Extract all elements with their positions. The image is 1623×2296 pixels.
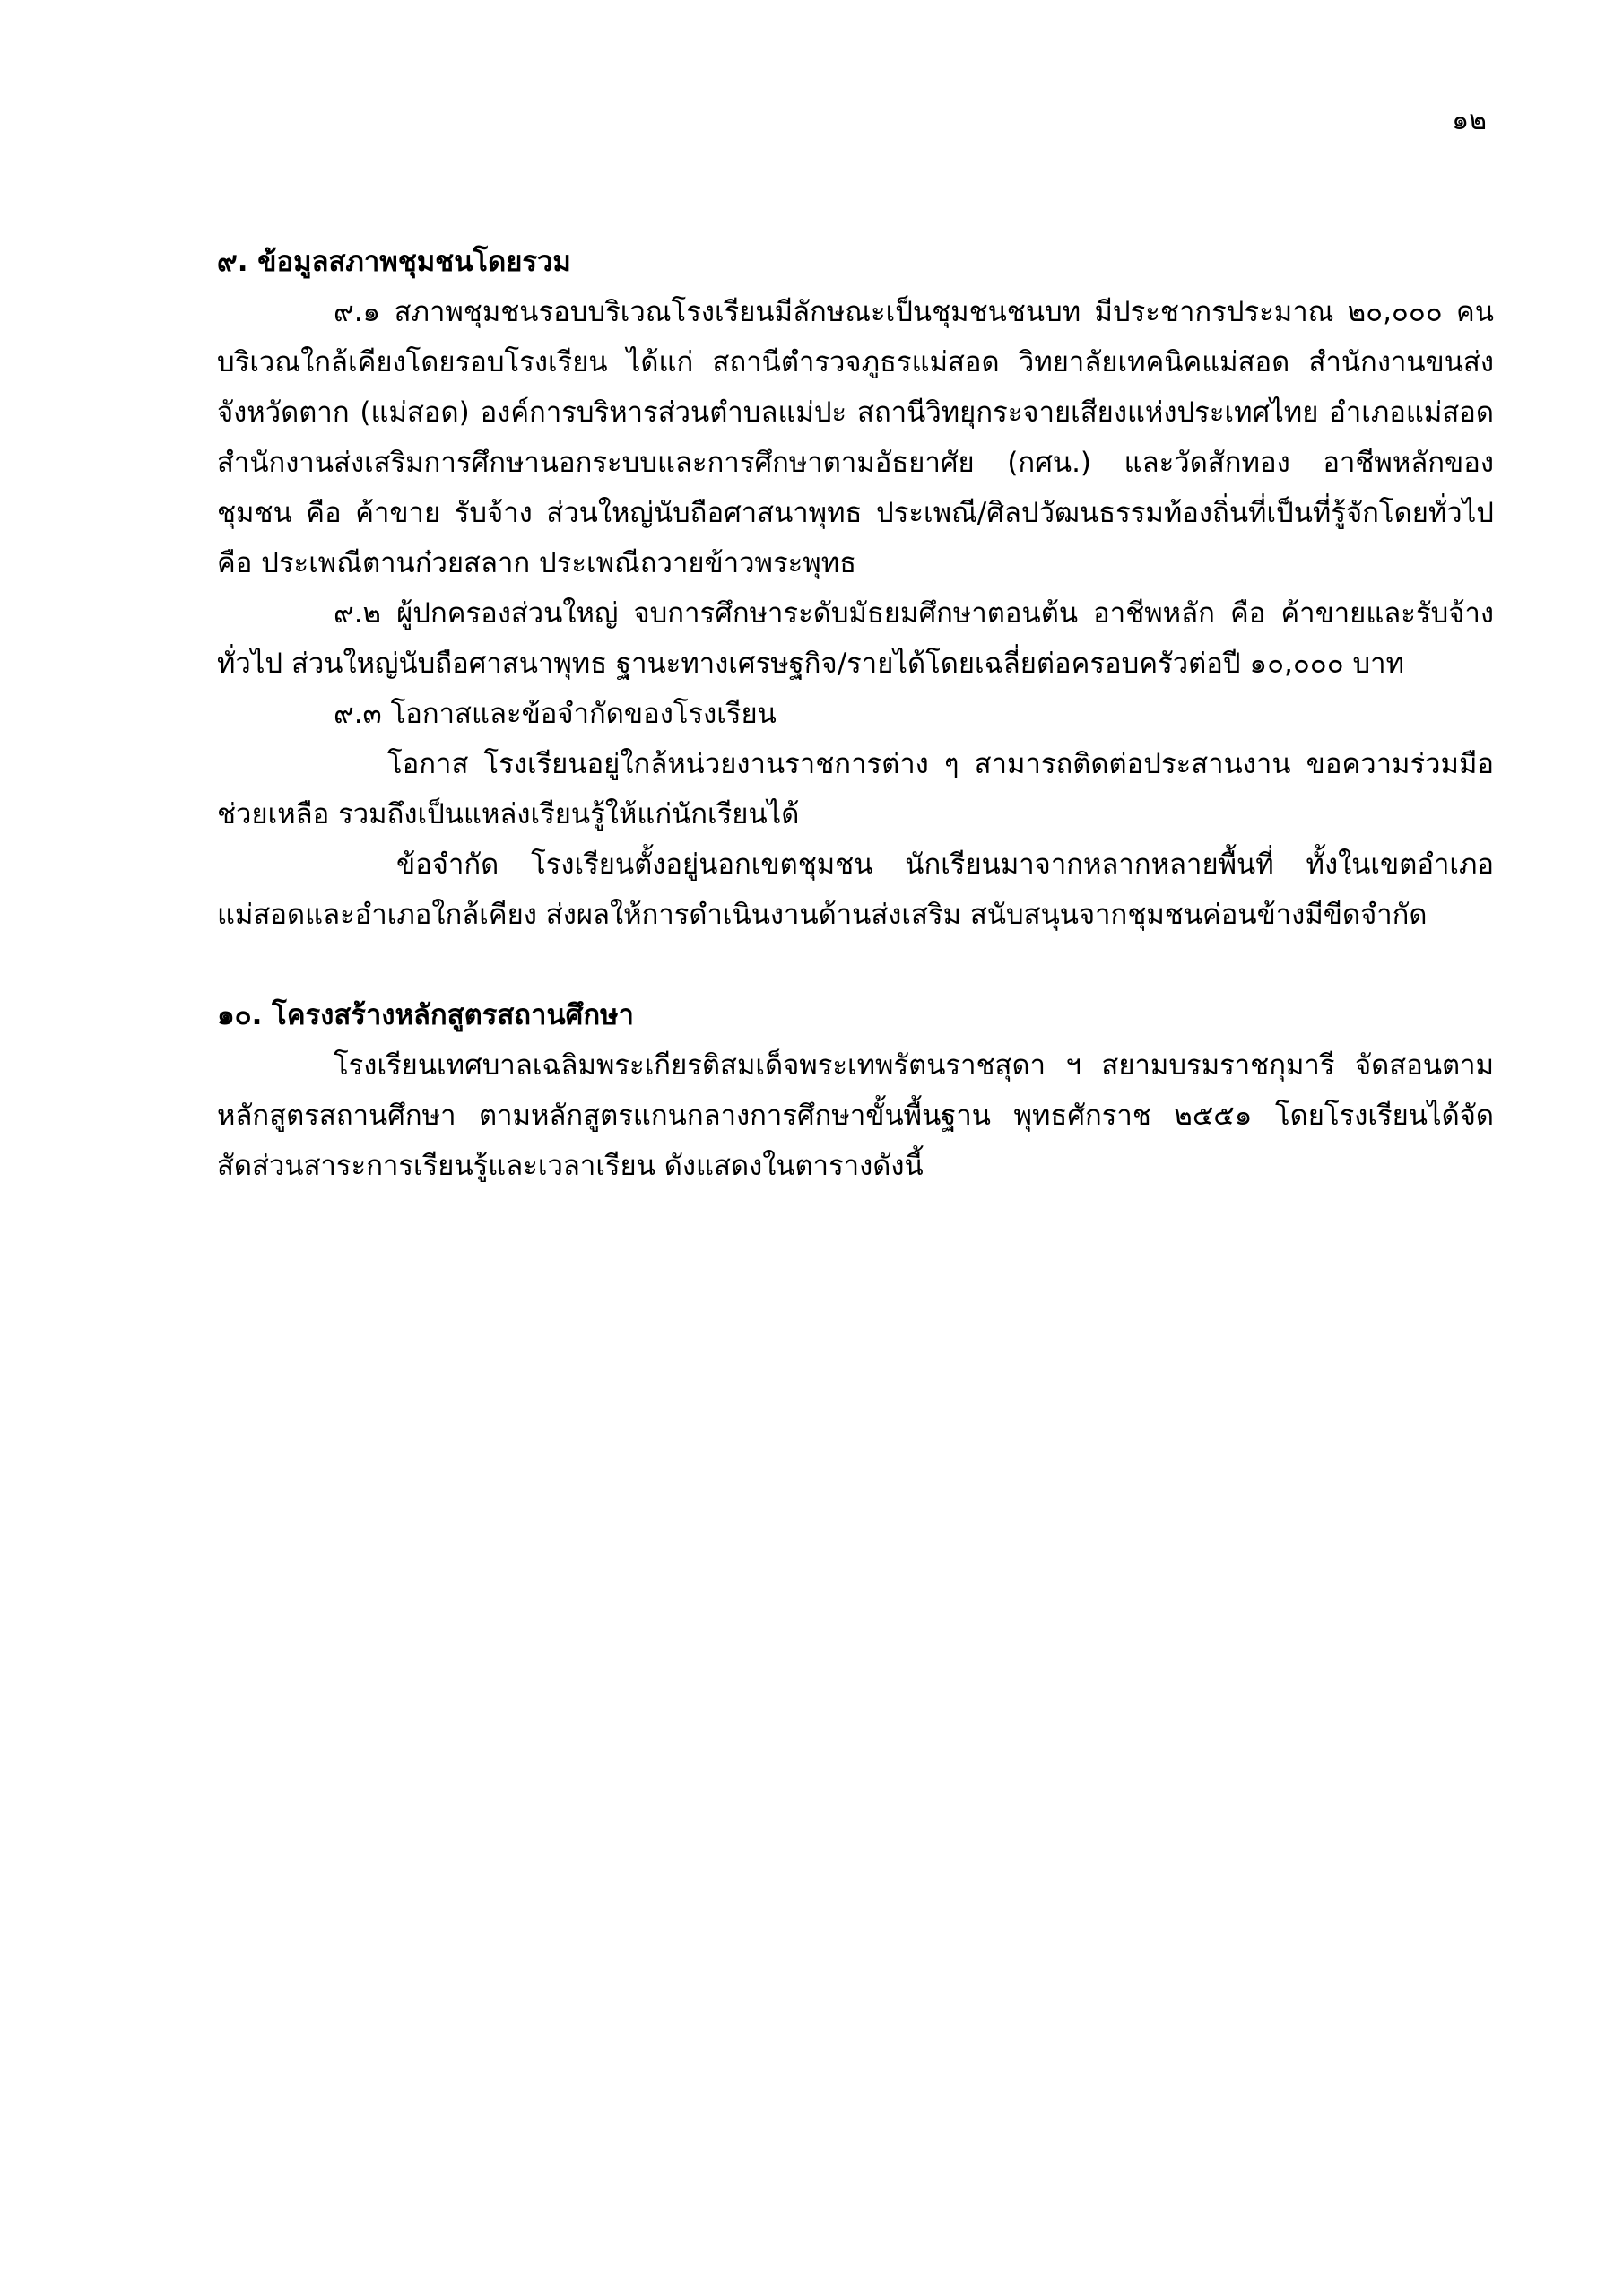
section-9-1-paragraph: ๙.๑ สภาพชุมชนรอบบริเวณโรงเรียนมีลักษณะเป็นชุมชนชนบท มีประชากรประมาณ ๒๐,๐๐๐ คน บริเวณใกล้เคียงโดยรอบโรงเรียน ได้แก่ สถานีตำรวจภูธรแม่สอด วิทยาลัยเทคนิคแม่สอด สำนักงานขนส่งจังหวัดตาก (แม่สอด) องค์การบริหารส่วนตำบลแม่ปะ สถานีวิทยุกระจายเสียงแห่งประเทศไทย อำเภอแม่สอด สำนักงานส่งเสริมการศึกษานอกระบบและการศึกษาตามอัธยาศัย (กศน.) และวัดสักทอง อาชีพหลักของชุมชน คือ ค้าขาย รับจ้าง ส่วนใหญ่นับถือศาสนาพุทธ ประเพณี/ศิลปวัฒนธรรมท้องถิ่นที่เป็นที่รู้จักโดยทั่วไป คือ ประเพณีตานก๋วยสลาก ประเพณีถวายข้าวพระพุทธ	[217, 296, 1494, 579]
page-number: ๑๒	[1452, 105, 1487, 136]
section-spacer	[217, 940, 1494, 990]
section-10-paragraph: โรงเรียนเทศบาลเฉลิมพระเกียรติสมเด็จพระเทพรัตนราชสุดา ฯ สยามบรมราชกุมารี จัดสอนตามหลักสูตรสถานศึกษา ตามหลักสูตรแกนกลางการศึกษาขั้นพื้นฐาน พุทธศักราช ๒๕๕๑ โดยโรงเรียนได้จัดสัดส่วนสาระการเรียนรู้และเวลาเรียน ดังแสดงในตารางดังนี้	[217, 1049, 1494, 1182]
section-9-3-heading: ๙.๓ โอกาสและข้อจำกัดของโรงเรียน	[334, 698, 777, 730]
section-9-2-paragraph: ๙.๒ ผู้ปกครองส่วนใหญ่ จบการศึกษาระดับมัธยมศึกษาตอนต้น อาชีพหลัก คือ ค้าขายและรับจ้างทั่วไป ส่วนใหญ่นับถือศาสนาพุทธ ฐานะทางเศรษฐกิจ/รายได้โดยเฉลี่ยต่อครอบครัวต่อปี ๑๐,๐๐๐ บาท	[217, 597, 1494, 680]
section-9-heading: ๙. ข้อมูลสภาพชุมชนโดยรวม	[217, 246, 571, 278]
section-10-heading: ๑๐. โครงสร้างหลักสูตรสถานศึกษา	[217, 999, 634, 1031]
opportunity-paragraph: โอกาส โรงเรียนอยู่ใกล้หน่วยงานราชการต่าง ๆ สามารถติดต่อประสานงาน ขอความร่วมมือช่วยเหลือ รวมถึงเป็นแหล่งเรียนรู้ให้แก่นักเรียนได้	[217, 748, 1494, 831]
limitation-paragraph: ข้อจำกัด โรงเรียนตั้งอยู่นอกเขตชุมชน นักเรียนมาจากหลากหลายพื้นที่ ทั้งในเขตอำเภอแม่สอดและอำเภอใกล้เคียง ส่งผลให้การดำเนินงานด้านส่งเสริม สนับสนุนจากชุมชนค่อนข้างมีขีดจำกัด	[217, 848, 1494, 931]
document-body	[217, 237, 1494, 1191]
